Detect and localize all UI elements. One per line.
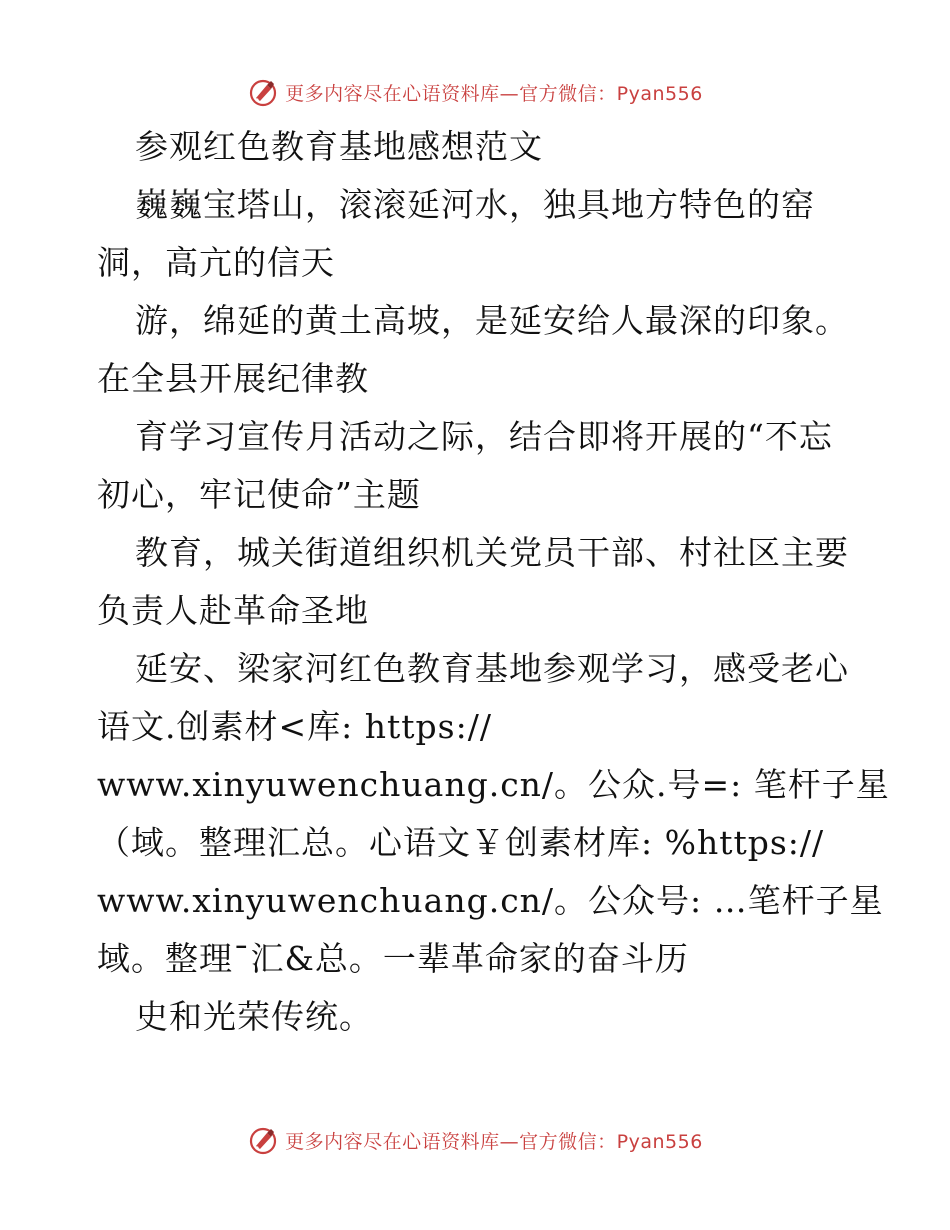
text-line: 巍巍宝塔山，滚滚延河水，独具地方特色的窑 — [135, 185, 815, 224]
footer-brand-text: 更多内容尽在心语资料库—官方微信：Pyan556 — [285, 1130, 703, 1153]
text-line: （域。整理汇总。心语文￥创素材库: %https:// — [97, 823, 825, 862]
text-line: 在全县开展纪律教 — [97, 359, 369, 398]
text-line: 教育，城关街道组织机关党员干部、村社区主要 — [135, 533, 849, 572]
header-brand-bar — [0, 72, 950, 112]
pen-nib-swirl-icon — [247, 1124, 279, 1156]
text-line: 语文.创素材<库: https:// — [97, 707, 492, 746]
header-brand-text: 更多内容尽在心语资料库—官方微信：Pyan556 — [285, 82, 703, 105]
text-line: www.xinyuwenchuang.cn/。公众号: …笔杆子星 — [97, 881, 884, 920]
text-line: 游，绵延的黄土高坡，是延安给人最深的印象。 — [135, 301, 849, 340]
text-line: 负责人赴革命圣地 — [97, 591, 369, 630]
text-line: 域。整理¯汇&总。一辈革命家的奋斗历 — [97, 939, 689, 978]
text-line: 史和光荣传统。 — [135, 997, 373, 1036]
text-line: 洞，高亢的信天 — [97, 243, 335, 282]
text-line: 延安、梁家河红色教育基地参观学习，感受老心 — [135, 649, 849, 688]
document-title: 参观红色教育基地感想范文 — [135, 127, 543, 166]
pen-nib-swirl-icon — [247, 76, 279, 108]
text-line: www.xinyuwenchuang.cn/。公众.号=: 笔杆子星 — [97, 765, 890, 804]
text-line: 初心，牢记使命”主题 — [97, 475, 421, 514]
text-line: 育学习宣传月活动之际，结合即将开展的“不忘 — [135, 417, 833, 456]
document-body — [97, 118, 890, 1046]
footer-brand-bar — [0, 1120, 950, 1160]
